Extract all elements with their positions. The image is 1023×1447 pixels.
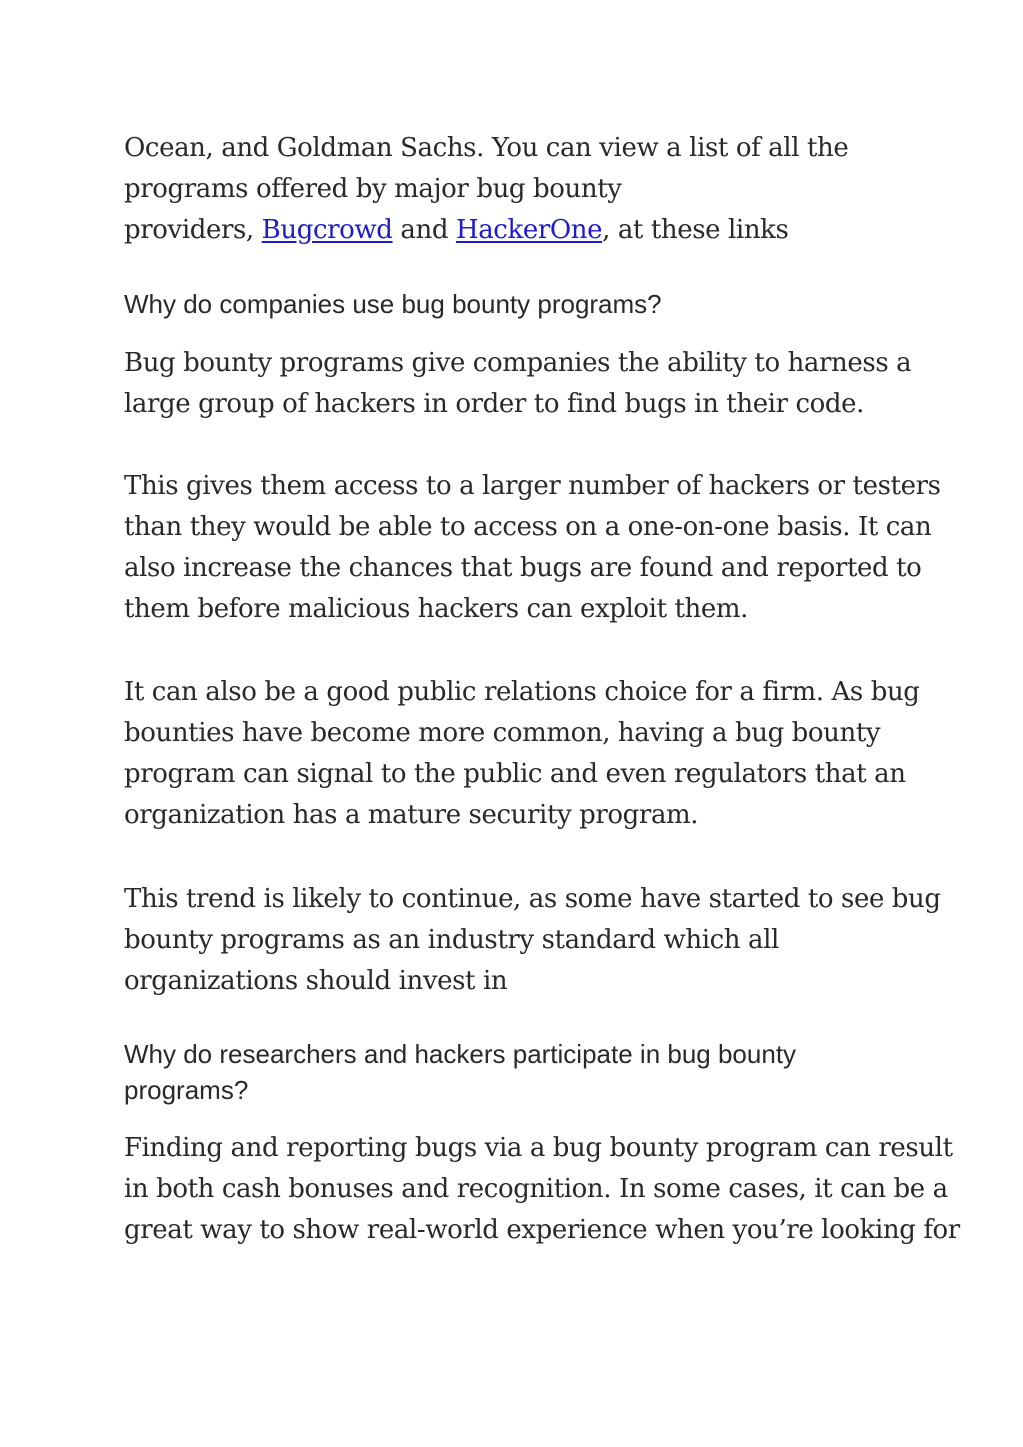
intro-line-3-prefix: providers, [124, 215, 262, 245]
paragraph-line: bounty programs as an industry standard which all [124, 925, 779, 955]
paragraph-trend [124, 879, 941, 1002]
paragraph-line: organization has a mature security program. [124, 800, 699, 830]
intro-line-3-suffix: , at these links [602, 215, 789, 245]
section-heading-researchers [124, 1036, 796, 1108]
intro-line-1: Ocean, and Goldman Sachs. You can view a list of all the [124, 133, 849, 163]
paragraph-public-relations [124, 672, 920, 836]
intro-paragraph [124, 128, 848, 251]
intro-line-3 [124, 210, 848, 251]
intro-line-3-mid: and [392, 215, 456, 245]
paragraph-line: organizations should invest in [124, 966, 508, 996]
paragraph-line: them before malicious hackers can exploit them. [124, 594, 749, 624]
paragraph-line: than they would be able to access on a one-on-one basis. It can [124, 512, 932, 542]
paragraph-line: in both cash bonuses and recognition. In some cases, it can be a [124, 1174, 948, 1204]
paragraph-access [124, 466, 941, 630]
paragraph-line: also increase the chances that bugs are found and reported to [124, 553, 922, 583]
paragraph-line: bounties have become more common, having a bug bounty [124, 718, 881, 748]
paragraph-line: It can also be a good public relations choice for a firm. As bug [124, 677, 920, 707]
heading-line: programs? [124, 1075, 249, 1105]
paragraph-line: This gives them access to a larger number of hackers or testers [124, 471, 941, 501]
paragraph-harness [124, 343, 911, 425]
heading-line: Why do researchers and hackers participate in bug bounty [124, 1039, 797, 1069]
paragraph-line: This trend is likely to continue, as some have started to see bug [124, 884, 941, 914]
section-heading-companies: Why do companies use bug bounty programs? [124, 289, 662, 319]
hackerone-link[interactable]: HackerOne [455, 215, 603, 245]
paragraph-line: program can signal to the public and even regulators that an [124, 759, 906, 789]
paragraph-line: great way to show real-world experience when you’re looking for [124, 1215, 960, 1245]
paragraph-line: Bug bounty programs give companies the ability to harness a [124, 348, 912, 378]
bugcrowd-link[interactable]: Bugcrowd [261, 215, 393, 245]
intro-line-2: programs offered by major bug bounty [124, 174, 622, 204]
paragraph-finding-bugs [124, 1128, 960, 1251]
paragraph-line: Finding and reporting bugs via a bug bounty program can result [124, 1133, 953, 1163]
paragraph-line: large group of hackers in order to find bugs in their code. [124, 389, 864, 419]
